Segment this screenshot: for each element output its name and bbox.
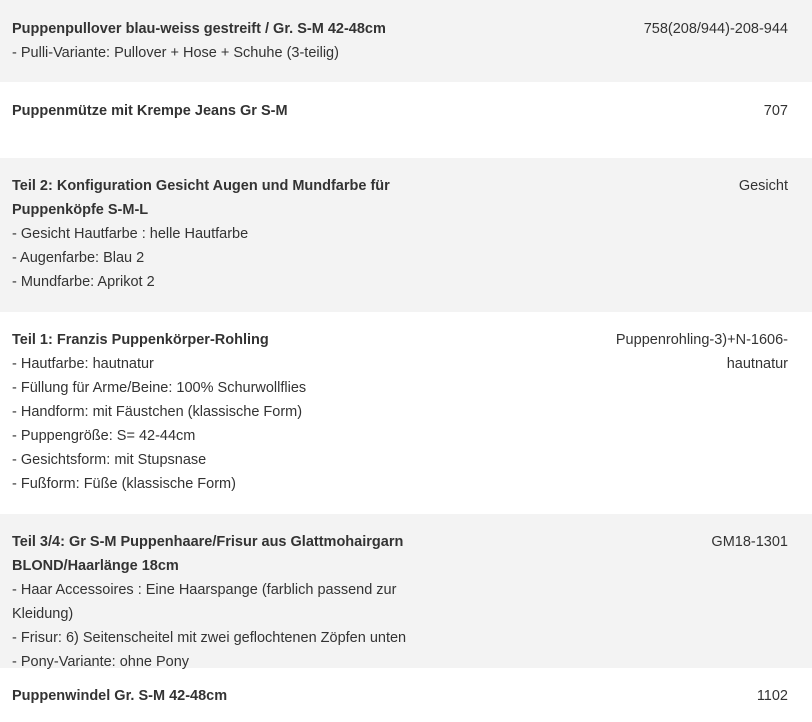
item-title: Teil 2: Konfiguration Gesicht Augen und Mundfarbe für Puppenköpfe S-M-L [12, 178, 390, 218]
item-title: Teil 3/4: Gr S-M Puppenhaare/Frisur aus Glattmohairgarn BLOND/Haarlänge 18cm [12, 534, 404, 574]
item-sku: GM18-1301 [711, 534, 788, 550]
item-sku: 707 [763, 103, 788, 119]
item-sku: Puppenrohling-3)+N-1606-hautnatur [615, 332, 788, 372]
item-option: - Mundfarbe: Aprikot 2 [12, 274, 155, 290]
item-sku: 1102 [756, 688, 788, 704]
item-sku: Gesicht [738, 178, 788, 194]
item-details [12, 328, 598, 496]
item-sku: 758(208/944)-208-944 [643, 21, 788, 37]
item-option: - Haar Accessoires : Eine Haarspange (farblich passend zur Kleidung) [12, 582, 397, 622]
item-details [12, 99, 764, 123]
item-option: - Fußform: Füße (klassische Form) [12, 476, 236, 492]
item-option: - Handform: mit Fäustchen (klassische Form) [12, 404, 303, 420]
item-option: - Augenfarbe: Blau 2 [12, 250, 145, 266]
item-option: - Frisur: 6) Seitenscheitel mit zwei geflochtenen Zöpfen unten [12, 630, 407, 646]
item-details [12, 684, 757, 708]
order-item-row [0, 158, 812, 312]
item-option: - Füllung für Arme/Beine: 100% Schurwollflies [12, 380, 307, 396]
item-details [12, 174, 502, 294]
order-item-row [0, 82, 812, 158]
item-details [12, 530, 442, 674]
item-option: - Gesicht Hautfarbe : helle Hautfarbe [12, 226, 249, 242]
order-item-row [0, 668, 812, 722]
item-details [12, 17, 452, 65]
item-title: Teil 1: Franzis Puppenkörper-Rohling [12, 332, 269, 348]
item-title: Puppenpullover blau-weiss gestreift / Gr. S-M 42-48cm [12, 21, 386, 37]
item-title: Puppenmütze mit Krempe Jeans Gr S-M [12, 103, 288, 119]
item-option: - Puppengröße: S= 42-44cm [12, 428, 196, 444]
order-item-row [0, 514, 812, 668]
order-item-row [0, 312, 812, 514]
item-option: - Pony-Variante: ohne Pony [12, 654, 190, 670]
item-option: - Hautfarbe: hautnatur [12, 356, 154, 372]
item-title: Puppenwindel Gr. S-M 42-48cm [12, 688, 228, 704]
item-option: - Gesichtsform: mit Stupsnase [12, 452, 207, 468]
item-option: - Pulli-Variante: Pullover + Hose + Schuhe (3-teilig) [12, 45, 339, 61]
order-item-row [0, 0, 812, 82]
